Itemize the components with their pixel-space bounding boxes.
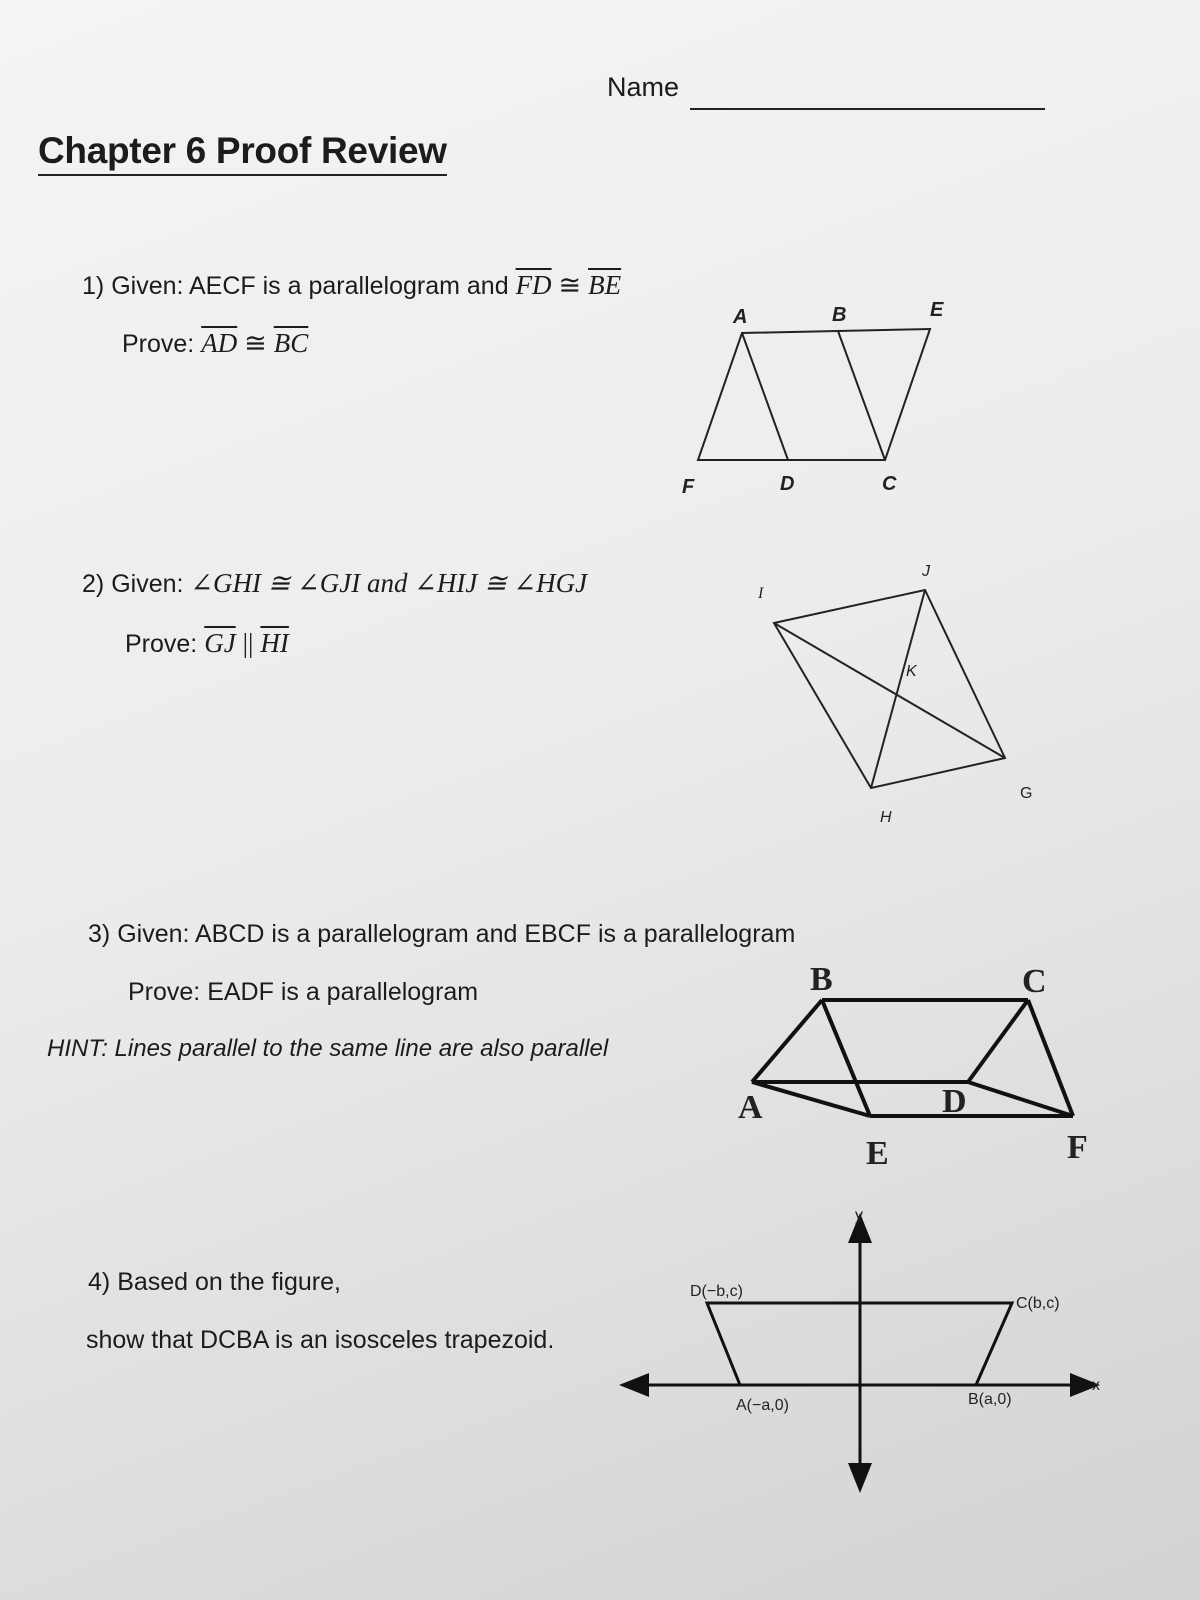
- q1-segment-bc: $\overline{BC}$: [273, 328, 309, 358]
- q3-label-d: D: [942, 1083, 967, 1120]
- q2-label-j: J: [922, 563, 930, 580]
- q3-label-a: A: [738, 1089, 763, 1126]
- q4-label-b: B(a,0): [968, 1391, 1012, 1408]
- q3-hint: HINT: Lines parallel to the same line are also parallel: [47, 1035, 609, 1062]
- q4-label-a: A(−a,0): [736, 1397, 789, 1414]
- q1-given-text: Given: AECF is a parallelogram and: [111, 272, 509, 300]
- q2-label-k: K: [906, 663, 917, 680]
- q2-segment-gj: $\overline{GJ}$: [204, 628, 236, 658]
- q4-line2: show that DCBA is an isosceles trapezoid.: [86, 1326, 555, 1354]
- q1-label-b: B: [832, 304, 847, 326]
- q3-label-c: C: [1022, 963, 1047, 1000]
- q3-label-b: B: [810, 961, 833, 998]
- q1-prove-label: Prove:: [122, 330, 195, 358]
- q4-label-d: D(−b,c): [690, 1283, 743, 1300]
- q2-label-i: I: [758, 585, 764, 602]
- q1-number: 1): [82, 272, 105, 300]
- q3-label-f: F: [1067, 1129, 1088, 1166]
- q2-prove-label: Prove:: [125, 630, 198, 658]
- q1-label-a: A: [733, 306, 748, 328]
- q2-segment-hi: $\overline{HI}$: [260, 628, 289, 658]
- q1-congruent-symbol: ≅: [558, 270, 582, 300]
- q1-label-d: D: [780, 473, 795, 495]
- q3-given-text: Given: ABCD is a parallelogram and EBCF is a parallelogram: [117, 920, 796, 948]
- q1-segment-be: $\overline{BE}$: [588, 270, 622, 300]
- q4-line1-text: Based on the figure,: [117, 1268, 341, 1296]
- q3-number: 3): [88, 920, 111, 948]
- q2-given-label: Given:: [111, 570, 184, 598]
- q4-label-y: y: [855, 1207, 863, 1224]
- q4-label-c: C(b,c): [1016, 1295, 1060, 1312]
- q2-number: 2): [82, 570, 105, 598]
- q1-label-c: C: [882, 473, 897, 495]
- page-title: Chapter 6 Proof Review: [38, 130, 447, 176]
- q1-label-e: E: [930, 299, 944, 321]
- q1-segment-fd: $\overline{FD}$: [515, 270, 552, 300]
- q4-number: 4): [88, 1268, 111, 1296]
- q1-label-f: F: [682, 476, 695, 498]
- q2-parallel-symbol: ||: [242, 628, 254, 658]
- q2-label-h: H: [880, 809, 892, 826]
- q1-congruent-symbol-2: ≅: [244, 328, 267, 358]
- q1-segment-ad: $\overline{AD}$: [201, 328, 238, 358]
- name-label: Name: [607, 72, 680, 102]
- q3-prove: Prove: EADF is a parallelogram: [128, 978, 479, 1006]
- q4-label-x: x: [1092, 1377, 1100, 1394]
- q2-given-math: ∠GHI ≅ ∠GJI and ∠HIJ ≅ ∠HGJ: [190, 568, 588, 598]
- q3-label-e: E: [866, 1135, 889, 1172]
- q2-label-g: G: [1020, 785, 1033, 802]
